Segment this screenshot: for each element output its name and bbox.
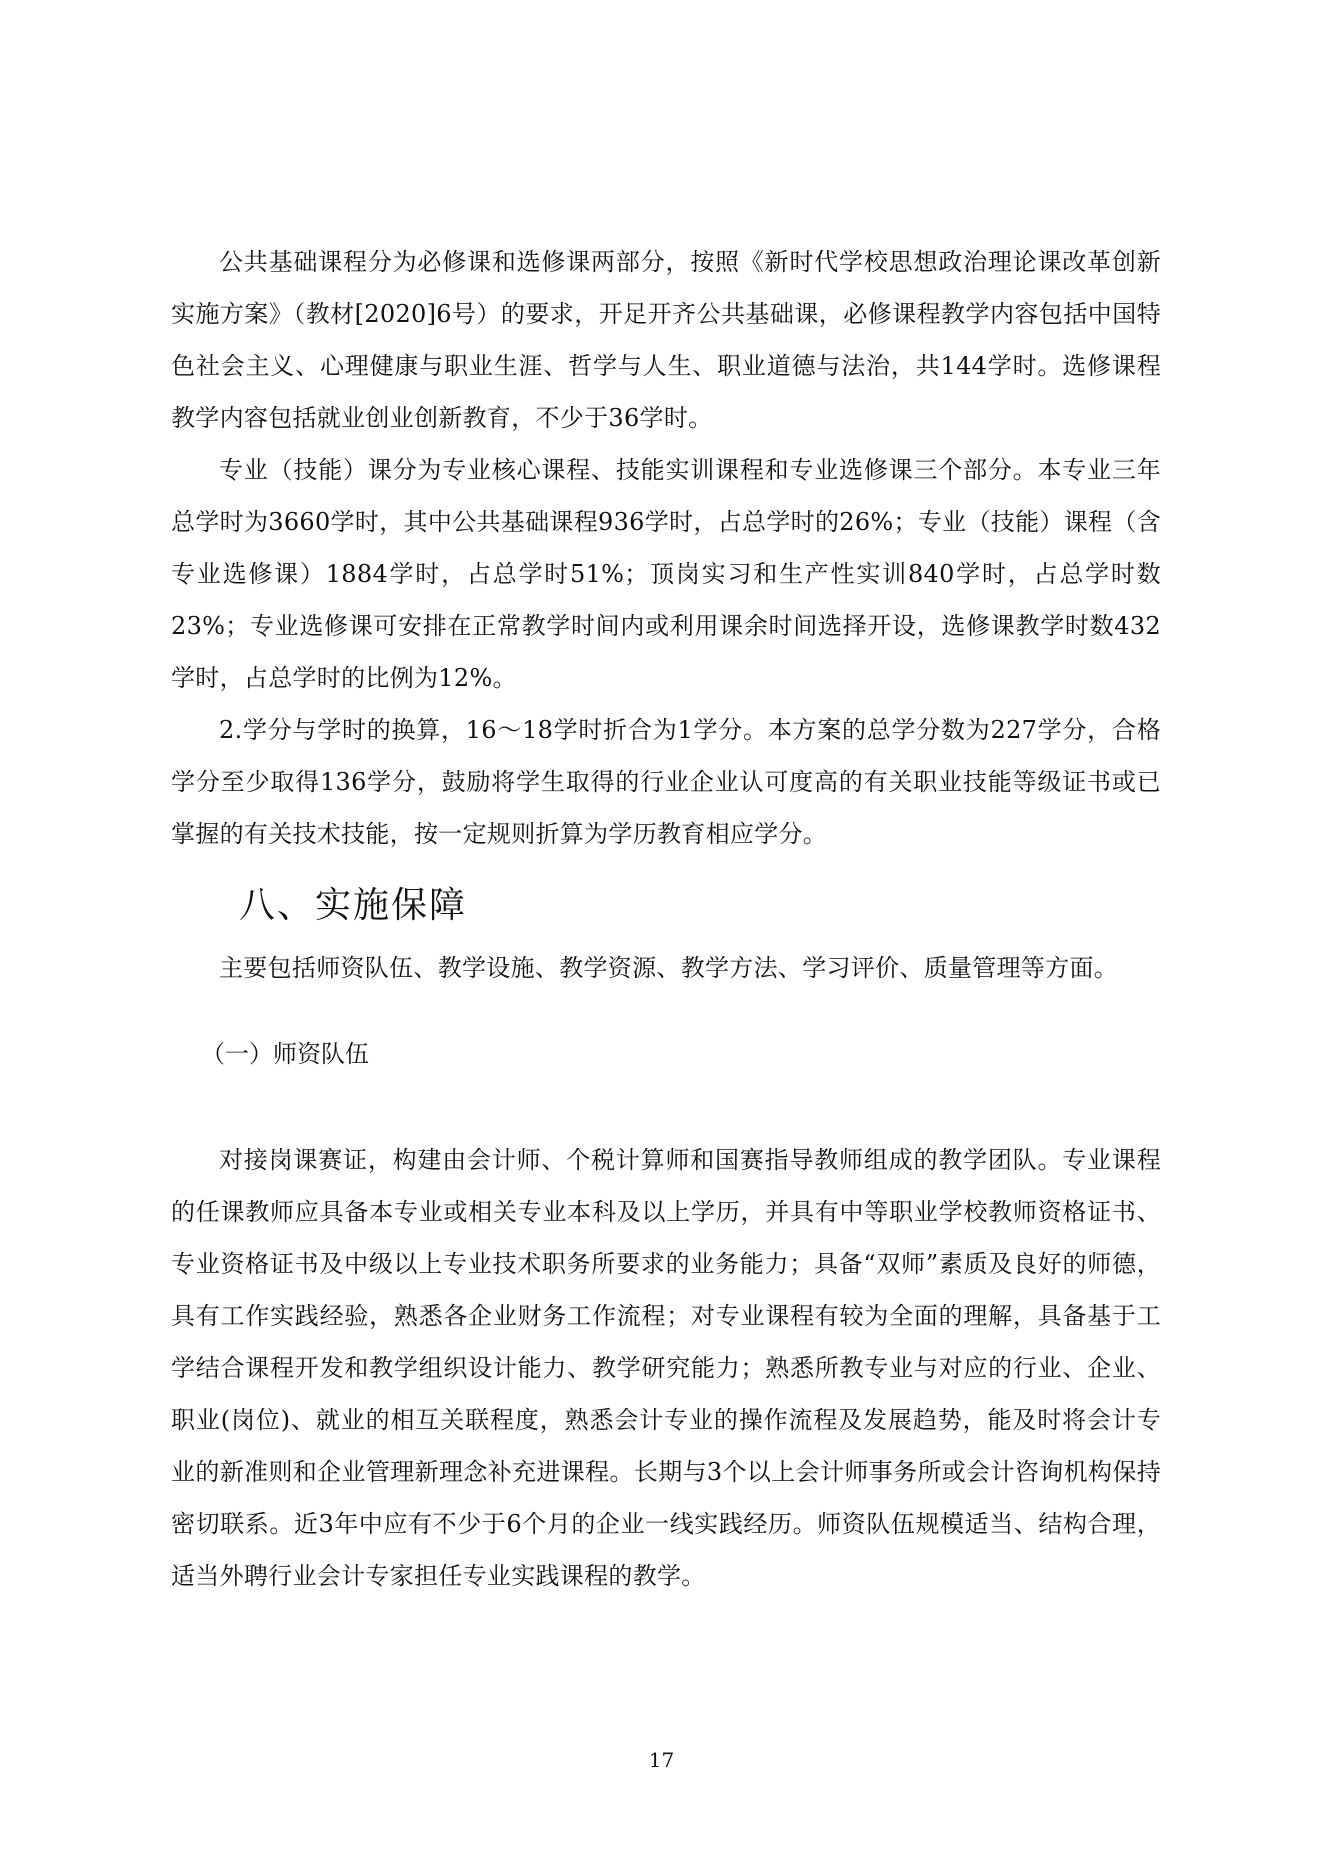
paragraph-public-courses: 公共基础课程分为必修课和选修课两部分，按照《新时代学校思想政治理论课改革创新实施方案》（教材[2020]6号）的要求，开足开齐公共基础课，必修课程教学内容包括中国特色社会主义、心理健康与职业生涯、哲学与人生、职业道德与法治，共144学时。选修课程教学内容包括就业创业创新教育，不少于36学时。 (171, 248, 1161, 432)
paragraph-teaching-staff: 对接岗课赛证，构建由会计师、个税计算师和国赛指导教师组成的教学团队。专业课程的任课教师应具备本专业或相关专业本科及以上学历，并具有中等职业学校教师资格证书、专业资格证书及中级以上专业技术职务所要求的业务能力；具备“双师”素质及良好的师德，具有工作实践经验，熟悉各企业财务工作流程；对专业课程有较为全面的理解，具备基于工学结合课程开发和教学组织设计能力、教学研究能力；熟悉所教专业与对应的行业、企业、职业(岗位)、就业的相互关联程度，熟悉会计专业的操作流程及发展趋势，能及时将会计专业的新准则和企业管理新理念补充进课程。长期与3个以上会计师事务所或会计咨询机构保持密切联系。近3年中应有不少于6个月的企业一线实践经历。师资队伍规模适当、结构合理，适当外聘行业会计专家担任专业实践课程的教学。 (171, 1146, 1161, 1590)
page-number: 17 (648, 1748, 675, 1772)
subsection-body (171, 1134, 1161, 1602)
page-content (171, 236, 1161, 1602)
section-heading: 八、实施保障 (239, 885, 468, 926)
section-intro: 主要包括师资队伍、教学设施、教学资源、教学方法、学习评价、质量管理等方面。 (219, 954, 1119, 982)
paragraph-professional-courses: 专业（技能）课分为专业核心课程、技能实训课程和专业选修课三个部分。本专业三年总学时为3660学时，其中公共基础课程936学时，占总学时的26%；专业（技能）课程（含专业选修课）1884学时，占总学时51%；顶岗实习和生产性实训840学时，占总学时数23%；专业选修课可安排在正常教学时间内或利用课余时间选择开设，选修课教学时数432学时，占总学时的比例为12%。 (171, 456, 1161, 692)
subsection-heading: （一）师资队伍 (201, 1040, 369, 1068)
paragraph-credit-conversion: 2.学分与学时的换算，16～18学时折合为1学分。本方案的总学分数为227学分，合格学分至少取得136学分，鼓励将学生取得的行业企业认可度高的有关职业技能等级证书或已掌握的有关技术技能，按一定规则折算为学历教育相应学分。 (171, 716, 1161, 848)
